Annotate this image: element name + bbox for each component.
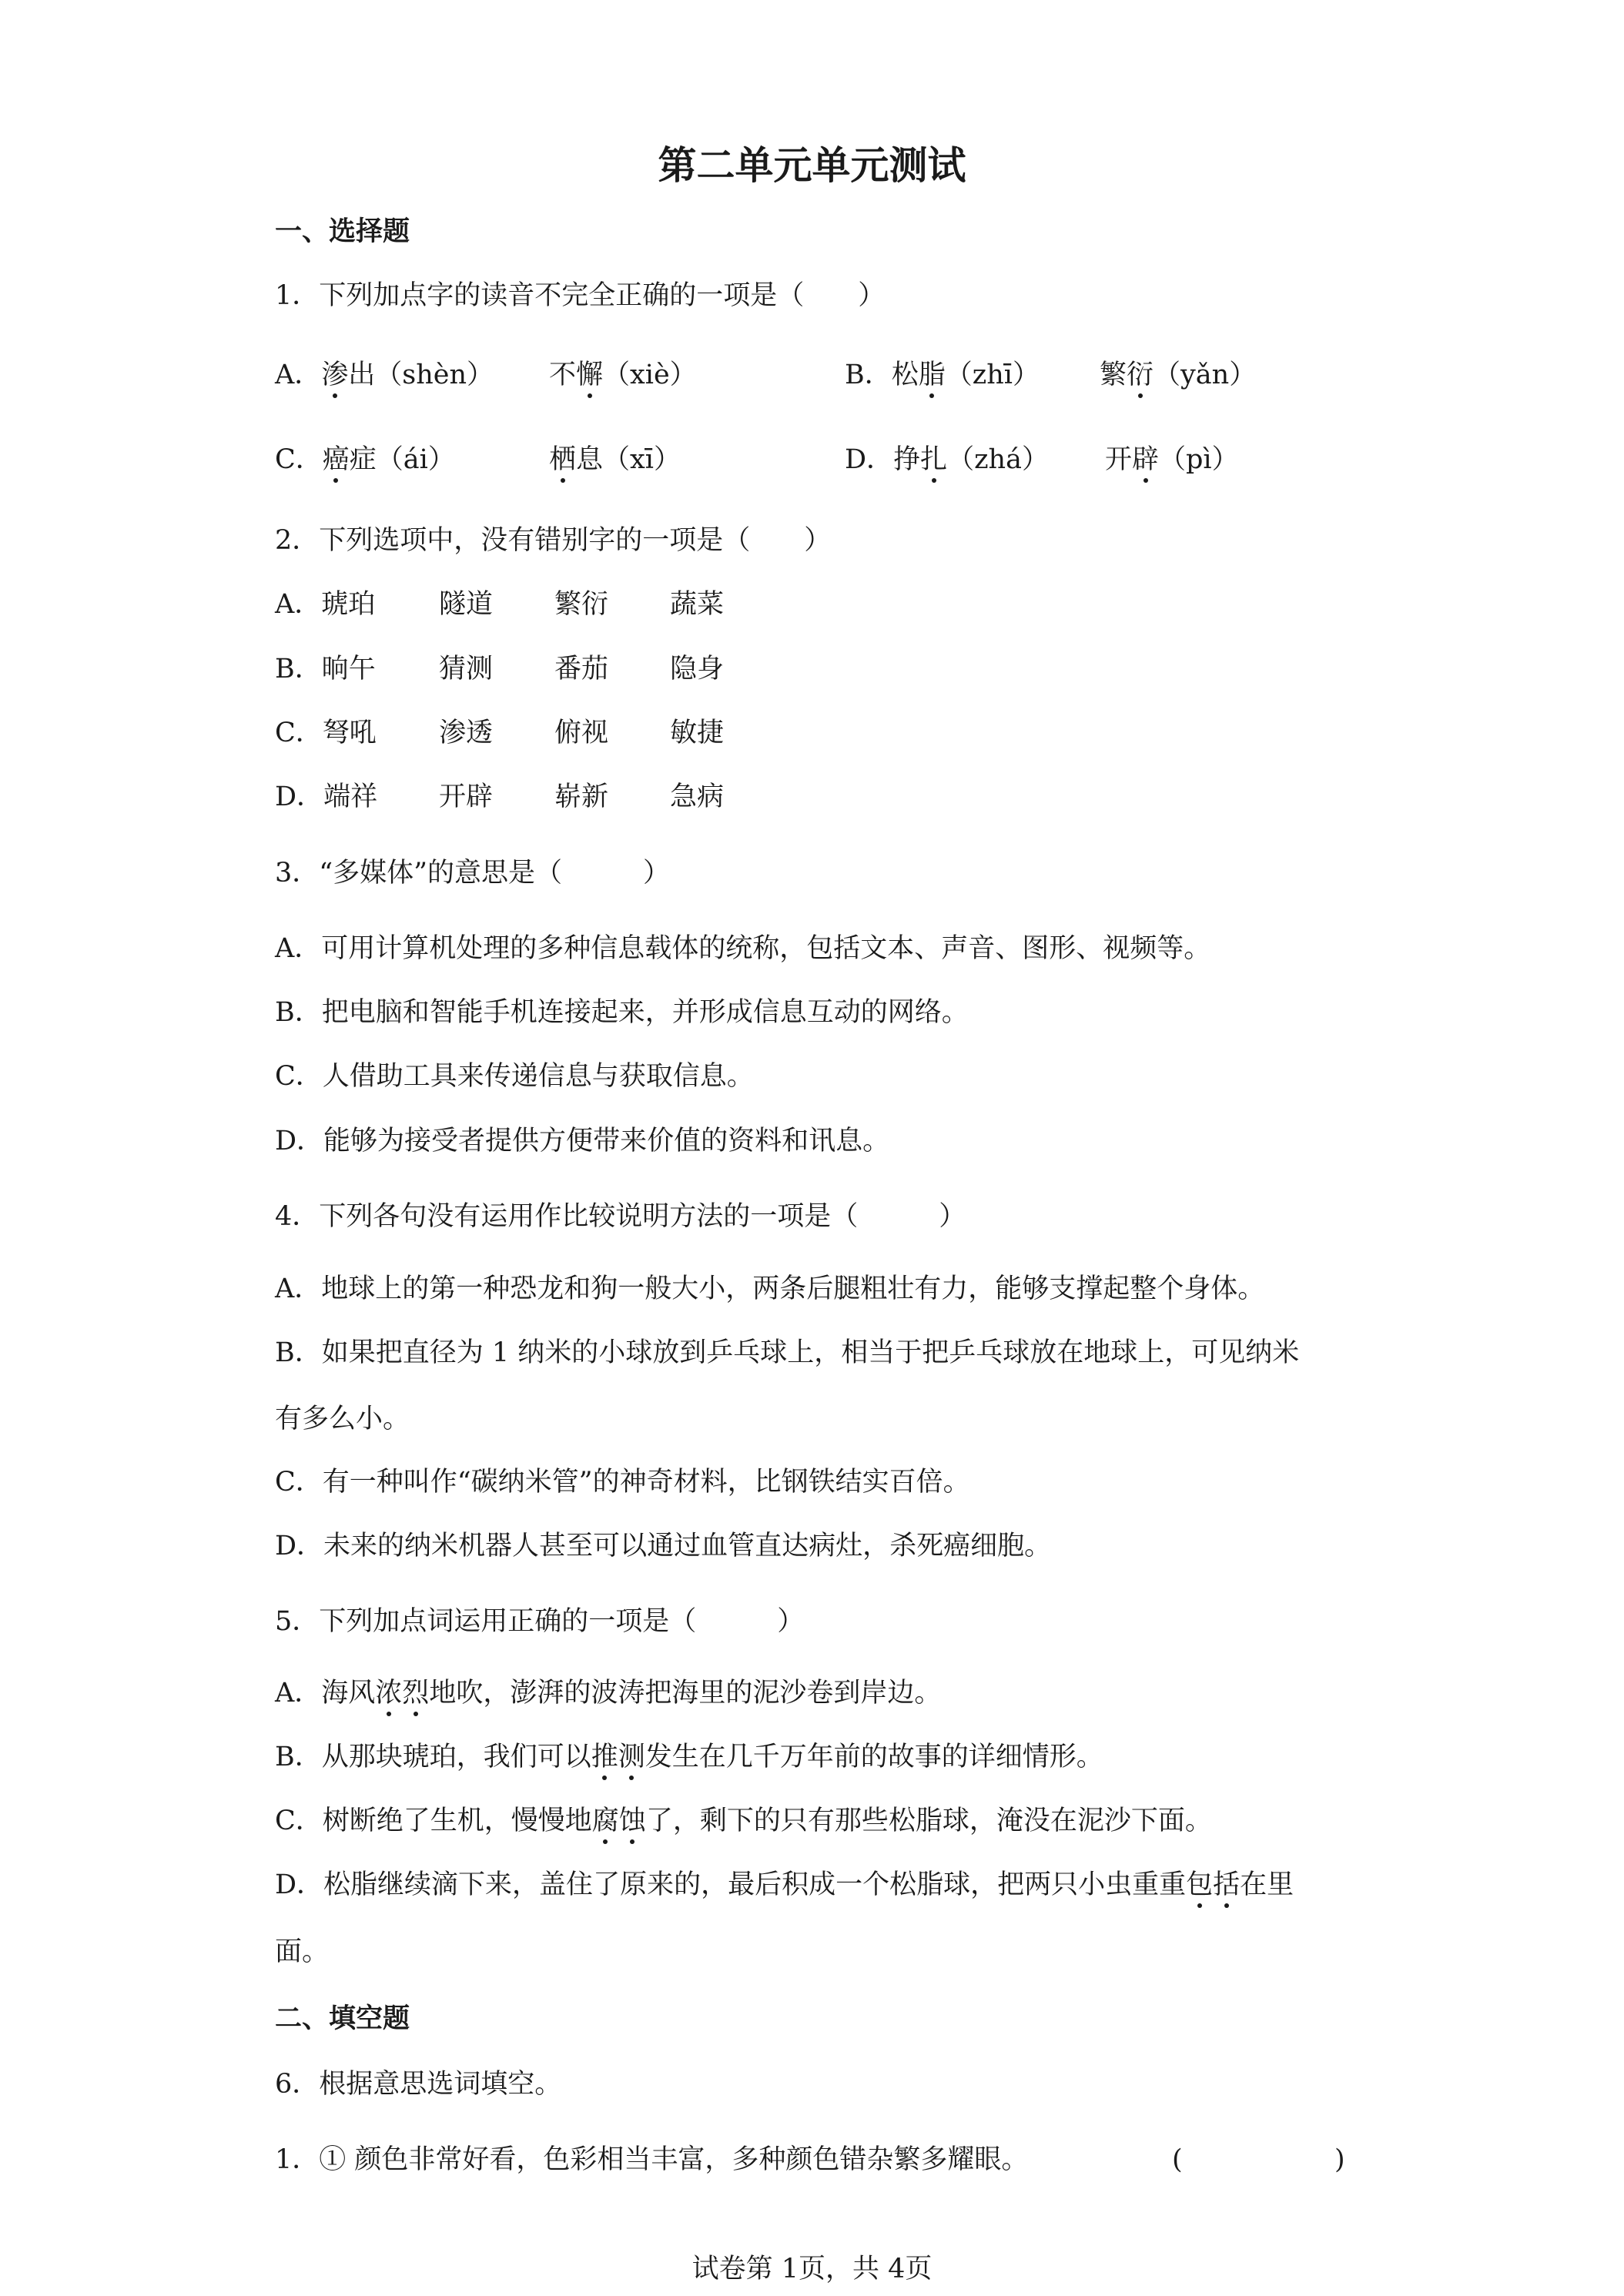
question-1-stem: 1．下列加点字的读音不完全正确的一项是（ ） (275, 280, 886, 311)
question-4-stem: 4．下列各句没有运用作比较说明方法的一项是（ ） (275, 1201, 966, 1232)
question-2-option-c (275, 718, 725, 748)
word: 琥珀 (321, 589, 376, 620)
question-1-option-b (845, 362, 1040, 389)
question-5-option-c (275, 1808, 1212, 1835)
word: 晌午 (321, 654, 376, 684)
question-1-option-d-word2 (1105, 444, 1239, 475)
option-label: D． (275, 782, 324, 812)
text: 开 (1105, 444, 1133, 475)
option-label: C． (275, 718, 323, 748)
text: （zhá） (947, 444, 1049, 475)
section-heading-fill: 二、填空题 (275, 2003, 410, 2034)
text: 松 (891, 360, 919, 390)
question-5-option-b (275, 1744, 1103, 1771)
dotted-char: 括 (1213, 1869, 1241, 1900)
dotted-char: 包 (1186, 1869, 1214, 1900)
word: 崭新 (554, 782, 609, 812)
dotted-char: 扎 (920, 444, 948, 475)
question-1-option-a-word2 (549, 362, 697, 389)
answer-blank-open[interactable]: ( (1172, 2144, 1183, 2175)
word: 番茄 (554, 654, 609, 684)
text: 繁 (1100, 360, 1127, 390)
answer-blank-close: ) (1334, 2144, 1345, 2175)
question-3-option-b: B．把电脑和智能手机连接起来，并形成信息互动的网络。 (275, 997, 969, 1028)
question-2-option-b (275, 654, 725, 684)
question-1-option-d (845, 444, 1049, 475)
option-label: A． (275, 589, 322, 620)
text: （pì） (1159, 444, 1239, 475)
dotted-char: 腐 (591, 1806, 619, 1836)
word: 猜测 (439, 654, 494, 684)
word: 俯视 (554, 718, 609, 748)
text: （xiè） (603, 360, 697, 390)
text: 了，剩下的只有那些松脂球，淹没在泥沙下面。 (645, 1806, 1212, 1836)
word: 端祥 (323, 782, 378, 812)
section-heading-choice: 一、选择题 (275, 216, 410, 247)
question-3-option-c: C．人借助工具来传递信息与获取信息。 (275, 1061, 754, 1092)
question-5-option-d (275, 1869, 1294, 1900)
word: 急病 (670, 782, 725, 812)
text: 症（ái） (349, 444, 455, 475)
page-title: 第二单元单元测试 (658, 142, 966, 188)
option-label: B． (275, 654, 322, 684)
question-1-option-a (275, 362, 494, 389)
option-label: A． (275, 360, 322, 390)
option-label: B． (845, 360, 892, 390)
dotted-char: 脂 (918, 360, 946, 390)
question-1-option-c (275, 444, 455, 475)
word: 隐身 (670, 654, 725, 684)
question-3-option-d: D．能够为接受者提供方便带来价值的资料和讯息。 (275, 1126, 890, 1156)
text: 不 (549, 360, 577, 390)
question-4-option-a: A．地球上的第一种恐龙和狗一般大小，两条后腿粗壮有力，能够支撑起整个身体。 (275, 1274, 1265, 1304)
dotted-char: 烈 (402, 1678, 430, 1709)
question-4-option-b-cont: 有多么小。 (275, 1404, 410, 1434)
dotted-char: 蚀 (618, 1806, 646, 1836)
text: D．松脂继续滴下来，盖住了原来的，最后积成一个松脂球，把两只小虫重重 (275, 1869, 1187, 1900)
question-4-option-d: D．未来的纳米机器人甚至可以通过血管直达病灶，杀死癌细胞。 (275, 1531, 1052, 1561)
word: 渗透 (439, 718, 494, 748)
word: 隧道 (439, 589, 494, 620)
text: 在里 (1240, 1869, 1294, 1900)
dotted-char: 渗 (321, 360, 349, 390)
word: 开辟 (439, 782, 494, 812)
text: A．海风 (275, 1678, 376, 1709)
question-4-option-b: B．如果把直径为 1 纳米的小球放到乒乓球上，相当于把乒乓球放在地球上，可见纳米 (275, 1337, 1300, 1368)
dotted-char: 栖 (549, 444, 577, 475)
word: 敏捷 (670, 718, 725, 748)
question-6-stem: 6．根据意思选词填空。 (275, 2069, 562, 2100)
text: 出（shèn） (348, 360, 494, 390)
question-3-option-a: A．可用计算机处理的多种信息载体的统称，包括文本、声音、图形、视频等。 (275, 933, 1211, 964)
text: 挣 (893, 444, 921, 475)
dotted-char: 癌 (322, 444, 350, 475)
dotted-char: 浓 (375, 1678, 403, 1709)
question-2-option-a (275, 589, 725, 620)
question-5-option-a (275, 1680, 941, 1707)
question-4-option-c: C．有一种叫作“碳纳米管”的神奇材料，比钢铁结实百倍。 (275, 1467, 970, 1498)
text: 地吹，澎湃的波涛把海里的泥沙卷到岸边。 (429, 1678, 942, 1709)
text: （yǎn） (1154, 360, 1257, 390)
page-footer: 试卷第 1页，共 4页 (691, 2254, 933, 2284)
text: 发生在几千万年前的故事的详细情形。 (645, 1742, 1103, 1772)
question-1-option-c-word2 (549, 444, 681, 475)
dotted-char: 懈 (576, 360, 604, 390)
question-2-option-d (275, 782, 725, 812)
word: 弩吼 (322, 718, 377, 748)
dotted-char: 衍 (1127, 360, 1154, 390)
text: 息（xī） (576, 444, 681, 475)
text: B．从那块琥珀，我们可以 (275, 1742, 591, 1772)
dotted-char: 辟 (1132, 444, 1160, 475)
question-3-stem: 3．“多媒体”的意思是（ ） (275, 858, 671, 889)
question-5-stem: 5．下列加点词运用正确的一项是（ ） (275, 1606, 805, 1637)
text: （zhī） (945, 360, 1040, 390)
question-5-option-d-cont: 面。 (275, 1936, 330, 1967)
dotted-char: 测 (618, 1742, 645, 1772)
text: C．树断绝了生机，慢慢地 (275, 1806, 592, 1836)
question-1-option-b-word2 (1100, 362, 1256, 389)
option-label: C． (275, 444, 323, 475)
question-2-stem: 2．下列选项中，没有错别字的一项是（ ） (275, 525, 832, 556)
word: 繁衍 (554, 589, 609, 620)
question-6-item-1: 1．① 颜色非常好看，色彩相当丰富，多种颜色错杂繁多耀眼。 (275, 2144, 1029, 2175)
word: 蔬菜 (670, 589, 725, 620)
option-label: D． (845, 444, 894, 475)
dotted-char: 推 (591, 1742, 618, 1772)
